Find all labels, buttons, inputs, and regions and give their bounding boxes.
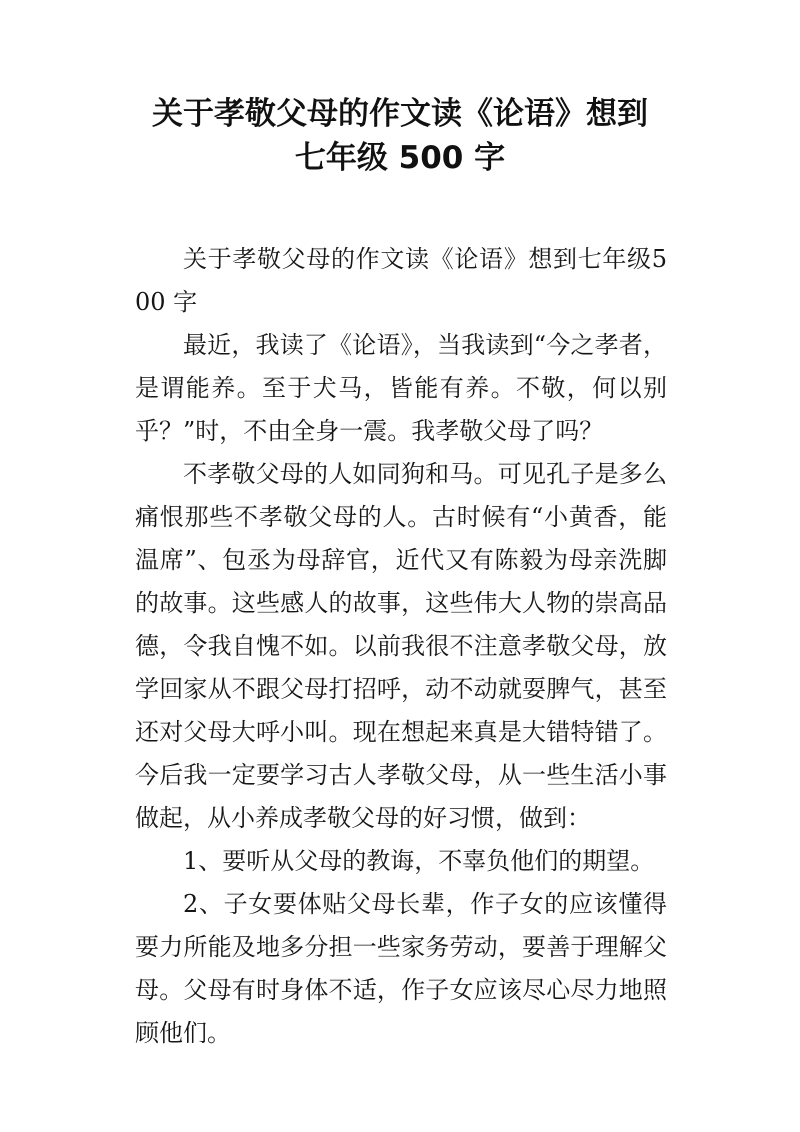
document-title [0, 92, 800, 180]
paragraph-1: 最近，我读了《论语》，当我读到“今之孝者，是谓能养。至于犬马，皆能有养。不敬，何以别乎？”时，不由全身一震。我孝敬父母了吗？ [135, 331, 667, 445]
list-item-1: 1、要听从父母的教诲，不辜负他们的期望。 [183, 847, 655, 875]
list-item-2: 2、子女要体贴父母长辈，作子女的应该懂得要力所能及地多分担一些家务劳动，要善于理解父母。父母有时身体不适，作子女应该尽心尽力地照顾他们。 [135, 890, 667, 1047]
title-line-1: 关于孝敬父母的作文读《论语》想到 [152, 96, 648, 132]
document-body [135, 238, 667, 1055]
title-line-2: 七年级 500 字 [294, 140, 506, 176]
paragraph-2: 不孝敬父母的人如同狗和马。可见孔子是多么痛恨那些不孝敬父母的人。古时候有“小黄香，能温席”、包丞为母辞官，近代又有陈毅为母亲洗脚的故事。这些感人的故事，这些伟大人物的崇高品德，令我自愧不如。以前我很不注意孝敬父母，放学回家从不跟父母打招呼，动不动就耍脾气，甚至还对父母大呼小叫。现在想起来真是大错特错了。今后我一定要学习古人孝敬父母，从一些生活小事做起，从小养成孝敬父母的好习惯，做到： [135, 460, 667, 832]
paragraph-heading: 关于孝敬父母的作文读《论语》想到七年级500 字 [135, 245, 667, 316]
